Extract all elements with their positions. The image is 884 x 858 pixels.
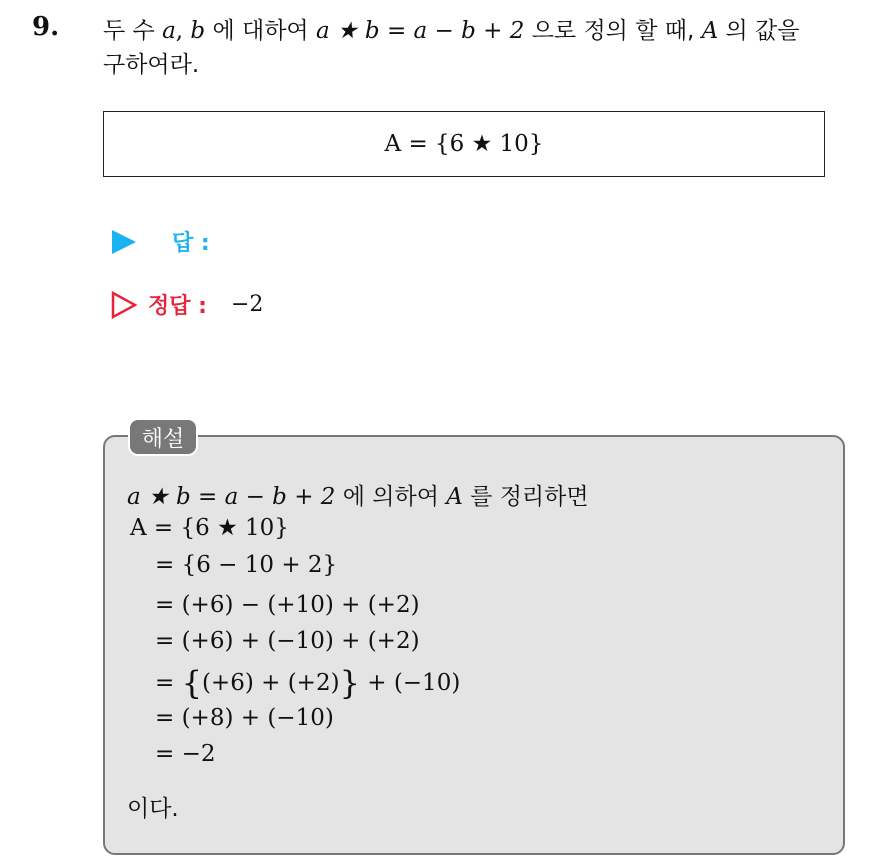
variable-A: A — [701, 18, 719, 44]
operation-definition: a ★ b = a − b + 2 — [315, 18, 525, 44]
step-suffix: + (−10) — [359, 670, 461, 696]
question-text — [103, 14, 873, 82]
solution-intro-math: a ★ b = a − b + 2 — [127, 484, 336, 510]
solution-step-1: A = {6 ★ 10} — [130, 515, 289, 541]
filled-triangle-icon — [112, 230, 136, 254]
question-text-part: 두 수 — [103, 18, 163, 44]
definition-expression: A = {6 ★ 10} — [384, 131, 544, 157]
question-number: 9. — [32, 12, 60, 42]
solution-intro-text: 에 의하여 — [335, 484, 447, 510]
solution-conclusion: 이다. — [127, 796, 179, 822]
close-brace: } — [339, 664, 360, 702]
answer-row — [112, 226, 210, 257]
solution-step-7: = −2 — [155, 741, 216, 767]
question-text-part: 구하여라. — [103, 52, 200, 78]
solution-intro-text: 를 정리하면 — [462, 484, 589, 510]
step-prefix: = — [155, 670, 182, 696]
solution-step-6: = (+8) + (−10) — [155, 705, 334, 731]
variable-a: a — [162, 18, 176, 44]
question-text-part: 으로 정의 할 때, — [524, 18, 702, 44]
solution-step-4: = (+6) + (−10) + (+2) — [155, 628, 420, 654]
answer-label: 답 : — [172, 231, 210, 256]
correct-answer-value: −2 — [230, 292, 264, 317]
solution-step-2: = {6 − 10 + 2} — [155, 552, 338, 578]
solution-tab: 해설 — [128, 418, 198, 456]
outline-triangle-icon — [110, 291, 138, 319]
correct-answer-row — [110, 289, 263, 320]
correct-answer-label: 정답 : — [148, 294, 207, 319]
solution-step-5 — [155, 664, 460, 702]
question-text-part: 의 값을 — [718, 18, 800, 44]
solution-intro — [127, 478, 589, 511]
step-inner: (+6) + (+2) — [201, 670, 340, 696]
variable-b: b — [190, 18, 206, 44]
question-text-part: 에 대하여 — [205, 18, 316, 44]
solution-step-3: = (+6) − (+10) + (+2) — [155, 592, 420, 618]
definition-box — [103, 111, 825, 177]
open-brace: { — [181, 664, 202, 702]
solution-intro-variable: A — [446, 484, 463, 510]
comma: , — [175, 18, 191, 44]
